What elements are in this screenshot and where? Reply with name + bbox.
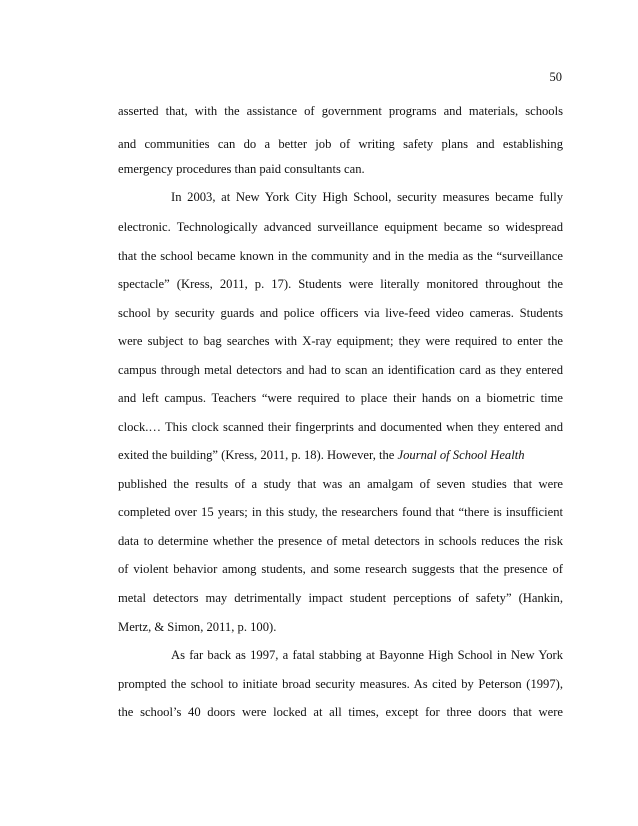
text-line: the school’s 40 doors were locked at all times, except for three doors that were <box>118 705 563 719</box>
text-line: that the school became known in the community and in the media as the “surveillance <box>118 249 563 263</box>
text-line: spectacle” (Kress, 2011, p. 17). Students were literally monitored throughout the <box>118 277 563 291</box>
text-line: of violent behavior among students, and some research suggests that the presence of <box>118 562 563 576</box>
text-line: asserted that, with the assistance of government programs and materials, schools <box>118 104 563 118</box>
journal-title: Journal of School Health <box>397 448 525 462</box>
text-line: and communities can do a better job of writing safety plans and establishing <box>118 137 563 151</box>
text-line: and left campus. Teachers “were required to place their hands on a biometric time <box>118 391 563 405</box>
text-line: Mertz, & Simon, 2011, p. 100). <box>118 620 277 634</box>
text-line: completed over 15 years; in this study, the researchers found that “there is insufficient <box>118 505 563 519</box>
text-line: metal detectors may detrimentally impact student perceptions of safety” (Hankin, <box>118 591 563 605</box>
text-line: data to determine whether the presence of metal detectors in schools reduces the risk <box>118 534 563 548</box>
text-line: In 2003, at New York City High School, security measures became fully <box>171 190 563 204</box>
text-line: electronic. Technologically advanced surveillance equipment became so widespread <box>118 220 563 234</box>
text-line: As far back as 1997, a fatal stabbing at Bayonne High School in New York <box>171 648 563 662</box>
page-number: 50 <box>549 70 562 84</box>
text-line: school by security guards and police officers via live-feed video cameras. Students <box>118 306 563 320</box>
text-line: clock.… This clock scanned their fingerprints and documented when they entered and <box>118 420 563 434</box>
text-line: prompted the school to initiate broad security measures. As cited by Peterson (1997), <box>118 677 563 691</box>
text-line: published the results of a study that was an amalgam of seven studies that were <box>118 477 563 491</box>
text-line <box>118 447 525 463</box>
text-segment: exited the building” (Kress, 2011, p. 18). However, the <box>118 448 398 462</box>
text-line: campus through metal detectors and had to scan an identification card as they entered <box>118 363 563 377</box>
text-line: emergency procedures than paid consultants can. <box>118 162 365 176</box>
text-line: were subject to bag searches with X-ray equipment; they were required to enter the <box>118 334 563 348</box>
